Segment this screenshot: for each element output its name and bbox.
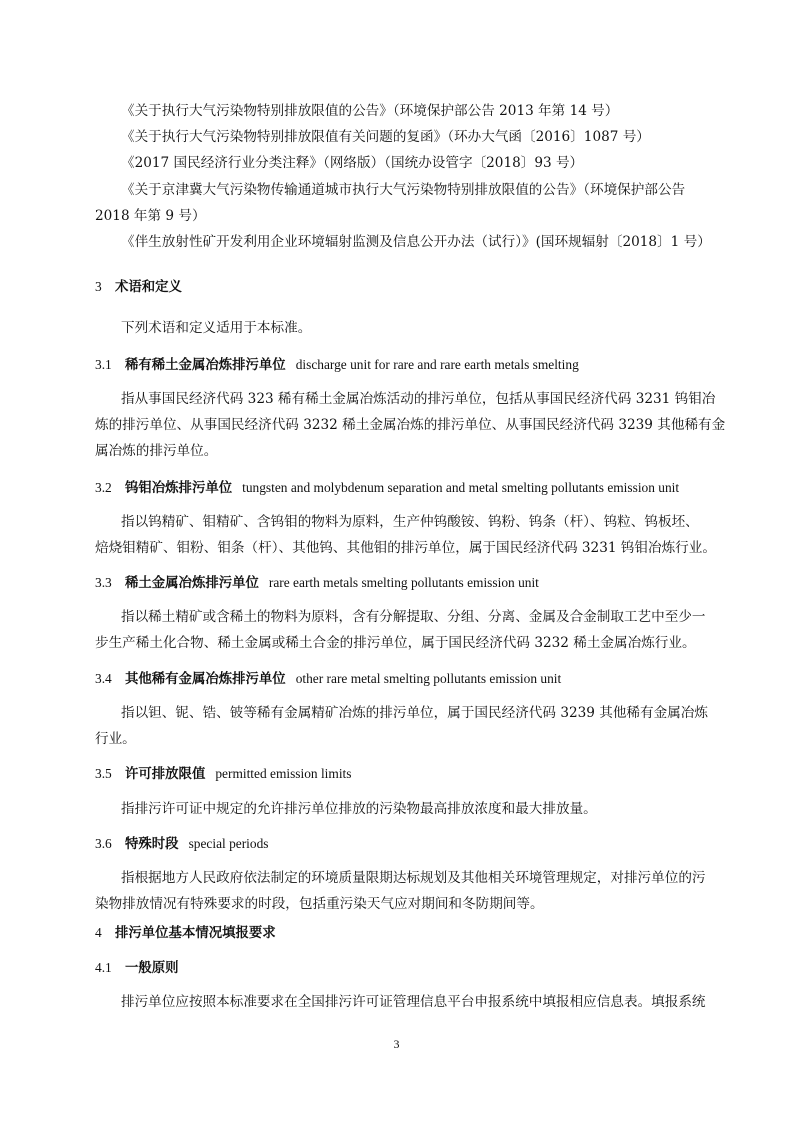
term-3-3-heading: [95, 573, 735, 594]
term-number: 3.4: [95, 671, 112, 686]
section-3-title: 术语和定义: [115, 280, 182, 295]
term-3-1-line-2: 炼的排污单位、从事国民经济代码 3232 稀土金属冶炼的排污单位、从事国民经济代码 3239 其他稀有金: [95, 417, 726, 433]
term-3-1-heading: [95, 355, 735, 376]
term-number: 3.2: [95, 480, 112, 495]
section-4-heading: [95, 923, 735, 944]
term-3-2-line-1: 指以钨精矿、钼精矿、含钨钼的物料为原料，生产仲钨酸铵、钨粉、钨条（杆）、钨粒、钨板坯、: [121, 514, 699, 530]
page-number: 3: [393, 1037, 400, 1051]
term-title: 其他稀有金属冶炼排污单位: [125, 672, 286, 687]
reference-line-2: 《关于执行大气污染物特别排放限值有关问题的复函》（环办大气函〔2016〕1087 号）: [121, 129, 650, 145]
term-title: 特殊时段: [125, 837, 179, 852]
section-4-1-line-1: 排污单位应按照本标准要求在全国排污许可证管理信息平台申报系统中填报相应信息表。填报系统: [121, 994, 706, 1010]
term-number: 3.1: [95, 357, 112, 372]
term-3-3-line-1: 指以稀土精矿或含稀土的物料为原料，含有分解提取、分组、分离、金属及合金制取工艺中至少一: [121, 609, 706, 625]
term-3-2-line-2: 焙烧钼精矿、钼粉、钼条（杆）、其他钨、其他钼的排污单位，属于国民经济代码 3231 钨钼冶炼行业。: [95, 540, 716, 556]
term-english: rare earth metals smelting pollutants emission unit: [268, 575, 539, 590]
section-3-number: 3: [95, 279, 102, 294]
section-4-1-title: 一般原则: [125, 961, 179, 976]
term-number: 3.3: [95, 575, 112, 590]
term-3-6-line-1: 指根据地方人民政府依法制定的环境质量限期达标规划及其他相关环境管理规定，对排污单位的污: [121, 870, 706, 886]
section-3-intro: 下列术语和定义适用于本标准。: [121, 320, 312, 336]
term-3-1-line-1: 指从事国民经济代码 323 稀有稀土金属冶炼活动的排污单位，包括从事国民经济代码 3231 钨钼冶: [121, 391, 716, 407]
term-3-3-line-2: 步生产稀土化合物、稀土金属或稀土合金的排污单位，属于国民经济代码 3232 稀土金属冶炼行业。: [95, 635, 696, 651]
term-english: permitted emission limits: [215, 766, 352, 781]
section-4-number: 4: [95, 925, 102, 940]
term-title: 稀土金属冶炼排污单位: [125, 576, 259, 591]
section-3-heading: [95, 277, 735, 298]
term-english: other rare metal smelting pollutants emission unit: [295, 671, 562, 686]
section-4-1-number: 4.1: [95, 960, 112, 975]
term-3-5-line-1: 指排污许可证中规定的允许排污单位排放的污染物最高排放浓度和最大排放量。: [121, 801, 597, 817]
reference-line-1: 《关于执行大气污染物特别排放限值的公告》（环境保护部公告 2013 年第 14 号）: [121, 103, 619, 119]
reference-line-4: 《关于京津冀大气污染物传输通道城市执行大气污染物特别排放限值的公告》（环境保护部公告: [121, 182, 686, 198]
reference-line-4-cont: 2018 年第 9 号）: [95, 208, 206, 224]
term-title: 钨钼冶炼排污单位: [125, 481, 233, 496]
term-3-4-line-1: 指以钽、铌、锆、铍等稀有金属精矿冶炼的排污单位，属于国民经济代码 3239 其他稀有金属冶炼: [121, 705, 708, 721]
term-3-2-heading: [95, 478, 735, 499]
term-3-1-line-3: 属冶炼的排污单位。: [95, 443, 218, 459]
term-english: special periods: [188, 836, 269, 851]
term-number: 3.5: [95, 766, 112, 781]
term-english: tungsten and molybdenum separation and metal smelting pollutants emission unit: [242, 480, 680, 495]
reference-line-5: 《伴生放射性矿开发利用企业环境辐射监测及信息公开办法（试行）》(国环规辐射〔2018〕1 号）: [121, 234, 711, 250]
reference-line-3: 《2017 国民经济行业分类注释》（网络版）（国统办设管字〔2018〕93 号）: [121, 155, 584, 171]
section-4-1-heading: [95, 958, 735, 979]
term-3-5-heading: [95, 764, 735, 785]
term-3-6-heading: [95, 834, 735, 855]
term-3-4-line-2: 行业。: [95, 731, 136, 747]
section-4-title: 排污单位基本情况填报要求: [115, 926, 276, 941]
term-title: 稀有稀土金属冶炼排污单位: [125, 358, 286, 373]
term-number: 3.6: [95, 836, 112, 851]
term-3-4-heading: [95, 669, 735, 690]
term-3-6-line-2: 染物排放情况有特殊要求的时段，包括重污染天气应对期间和冬防期间等。: [95, 896, 544, 912]
term-english: discharge unit for rare and rare earth metals smelting: [295, 357, 579, 372]
term-title: 许可排放限值: [125, 767, 206, 782]
